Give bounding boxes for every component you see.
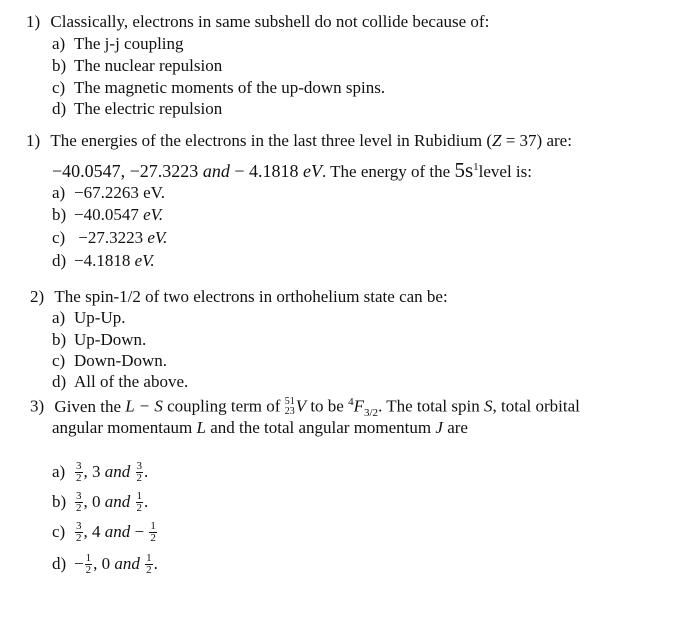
- option-letter: c): [52, 228, 66, 247]
- option-c: [52, 228, 167, 248]
- option-text: The nuclear repulsion: [74, 56, 223, 75]
- option-text: All of the above.: [74, 372, 189, 391]
- option-text: Up-Down.: [74, 330, 147, 349]
- sign: −: [74, 554, 84, 573]
- numerator: 1: [85, 551, 92, 564]
- j-fraction: [149, 521, 157, 544]
- question-text: Given the: [54, 396, 126, 416]
- option-c: [52, 78, 385, 98]
- option-letter: b): [52, 330, 67, 349]
- unit: eV.: [147, 228, 168, 247]
- option-text: Down-Down.: [74, 351, 168, 370]
- option-letter: b): [52, 56, 67, 75]
- option-letter: b): [52, 492, 67, 511]
- option-text: The magnetic moments of the up-down spins.: [74, 78, 386, 97]
- question-text: . The energy of the: [321, 162, 455, 181]
- isotope-numbers: [285, 397, 295, 417]
- and-word: and: [104, 492, 131, 511]
- option-b: [52, 56, 222, 76]
- option-letter: a): [52, 34, 66, 53]
- orbital-symbol: L: [196, 418, 206, 437]
- numerator: 3: [76, 489, 82, 502]
- j-fraction: [145, 553, 153, 576]
- orbital-value: 4: [92, 522, 101, 541]
- question-2-stem-line1: [26, 131, 572, 151]
- question-text: The energies of the electrons in the last three level in Rubidium (: [50, 131, 492, 150]
- option-letter: c): [52, 78, 66, 97]
- numerator: 1: [136, 489, 142, 502]
- option-letter: d): [52, 251, 67, 270]
- term-multiplicity: 4: [348, 396, 354, 408]
- question-number: 1): [26, 131, 41, 150]
- option-b: [52, 330, 146, 350]
- option-text: The j-j coupling: [74, 34, 184, 53]
- option-letter: a): [52, 462, 66, 481]
- numerator: 3: [136, 459, 142, 472]
- option-letter: b): [52, 205, 67, 224]
- numerator: 3: [76, 459, 82, 472]
- question-3-stem: [30, 287, 448, 307]
- question-text: to be: [306, 396, 349, 416]
- numerator: 1: [146, 551, 152, 564]
- option-text: Up-Up.: [74, 308, 126, 327]
- option-b: b) $\frac{3}{2}$ , 0 and $\frac{1}{2}$ .: [52, 489, 149, 514]
- question-1-stem: [26, 12, 489, 32]
- question-4-stem-line2: [52, 418, 468, 438]
- option-d: d) − $\frac{1}{2}$ , 0 and $\frac{1}{2}$ .: [52, 551, 158, 576]
- option-end: .: [153, 554, 158, 573]
- coupling-symbol: L − S: [125, 396, 163, 416]
- option-end: .: [144, 462, 149, 481]
- option-value: −40.0547: [74, 205, 139, 224]
- denominator: 2: [76, 471, 82, 484]
- spin-fraction: [75, 491, 83, 514]
- spin-fraction: [85, 553, 93, 576]
- denominator: 2: [150, 531, 156, 544]
- unit: eV.: [143, 205, 164, 224]
- option-letter: a): [52, 183, 66, 202]
- term-symbol: F: [353, 396, 364, 416]
- angular-momentum-symbol: J: [435, 418, 443, 437]
- question-text: Classically, electrons in same subshell do not collide because of:: [50, 12, 490, 31]
- level-label: 5s: [454, 158, 474, 182]
- option-c: c) $\frac{3}{2}$ , 4 and − $\frac{1}{2}$: [52, 519, 156, 544]
- question-text: are: [442, 418, 468, 437]
- and-word: and: [114, 554, 140, 573]
- numerator: 1: [150, 519, 156, 532]
- question-text: angular momentaum: [52, 418, 197, 437]
- option-letter: a): [52, 308, 66, 327]
- sign: −: [134, 522, 145, 541]
- question-text: . The total spin: [378, 396, 484, 416]
- option-d: [52, 99, 222, 119]
- option-a: [52, 308, 125, 328]
- option-a: [52, 34, 184, 54]
- denominator: 2: [146, 563, 152, 576]
- option-a: [52, 183, 165, 203]
- term-subscript: 3/2: [364, 407, 379, 420]
- and-word: and: [202, 161, 230, 181]
- question-text: , total orbital: [492, 396, 580, 416]
- denominator: 2: [136, 501, 142, 514]
- option-text: The electric repulsion: [74, 99, 223, 118]
- question-text: level is:: [478, 162, 532, 181]
- question-text: = 37) are:: [501, 131, 572, 150]
- orbital-value: 3: [92, 462, 101, 481]
- option-value: −4.1818: [74, 251, 131, 270]
- orbital-value: 0: [101, 554, 111, 573]
- option-c: [52, 351, 167, 371]
- question-number: 2): [30, 287, 45, 306]
- option-d: [52, 251, 155, 271]
- and-word: and: [104, 522, 131, 541]
- atomic-number: 23: [284, 405, 295, 417]
- option-letter: d): [52, 554, 67, 573]
- denominator: 2: [76, 531, 82, 544]
- unit: eV.: [134, 251, 155, 270]
- and-word: and: [104, 462, 131, 481]
- option-letter: c): [52, 351, 66, 370]
- denominator: 2: [136, 471, 142, 484]
- mass-number: 51: [284, 395, 295, 407]
- option-letter: d): [52, 99, 67, 118]
- atomic-number-symbol: Z: [491, 131, 502, 150]
- option-d: [52, 372, 188, 392]
- option-letter: d): [52, 372, 67, 391]
- j-fraction: [136, 491, 144, 514]
- question-number: 3): [30, 396, 45, 416]
- option-a: a) $\frac{3}{2}$ , 3 and $\frac{3}{2}$ .: [52, 459, 149, 484]
- energy-value: − 4.1818: [229, 161, 299, 181]
- orbital-value: 0: [92, 492, 101, 511]
- question-number: 1): [26, 12, 41, 31]
- question-text: The spin-1/2 of two electrons in orthohelium state can be:: [54, 287, 448, 306]
- question-text: coupling term of: [162, 396, 285, 416]
- option-letter: c): [52, 522, 66, 541]
- element-symbol: V: [295, 396, 307, 416]
- spin-symbol: S: [484, 396, 493, 416]
- spin-fraction: [75, 521, 83, 544]
- option-b: [52, 205, 163, 225]
- denominator: 2: [76, 501, 82, 514]
- denominator: 2: [85, 563, 92, 576]
- level-superscript: 1: [473, 161, 479, 173]
- spin-fraction: [75, 461, 83, 484]
- option-value: −67.2263 eV.: [74, 183, 165, 202]
- option-value: −27.3223: [78, 228, 144, 247]
- numerator: 3: [76, 519, 82, 532]
- option-end: .: [144, 492, 149, 511]
- energy-values: −40.0547, −27.3223: [52, 161, 199, 181]
- j-fraction: [136, 461, 144, 484]
- question-2-stem-line2: [52, 157, 532, 182]
- unit: eV: [302, 161, 322, 181]
- question-text: and the total angular momentum: [205, 418, 436, 437]
